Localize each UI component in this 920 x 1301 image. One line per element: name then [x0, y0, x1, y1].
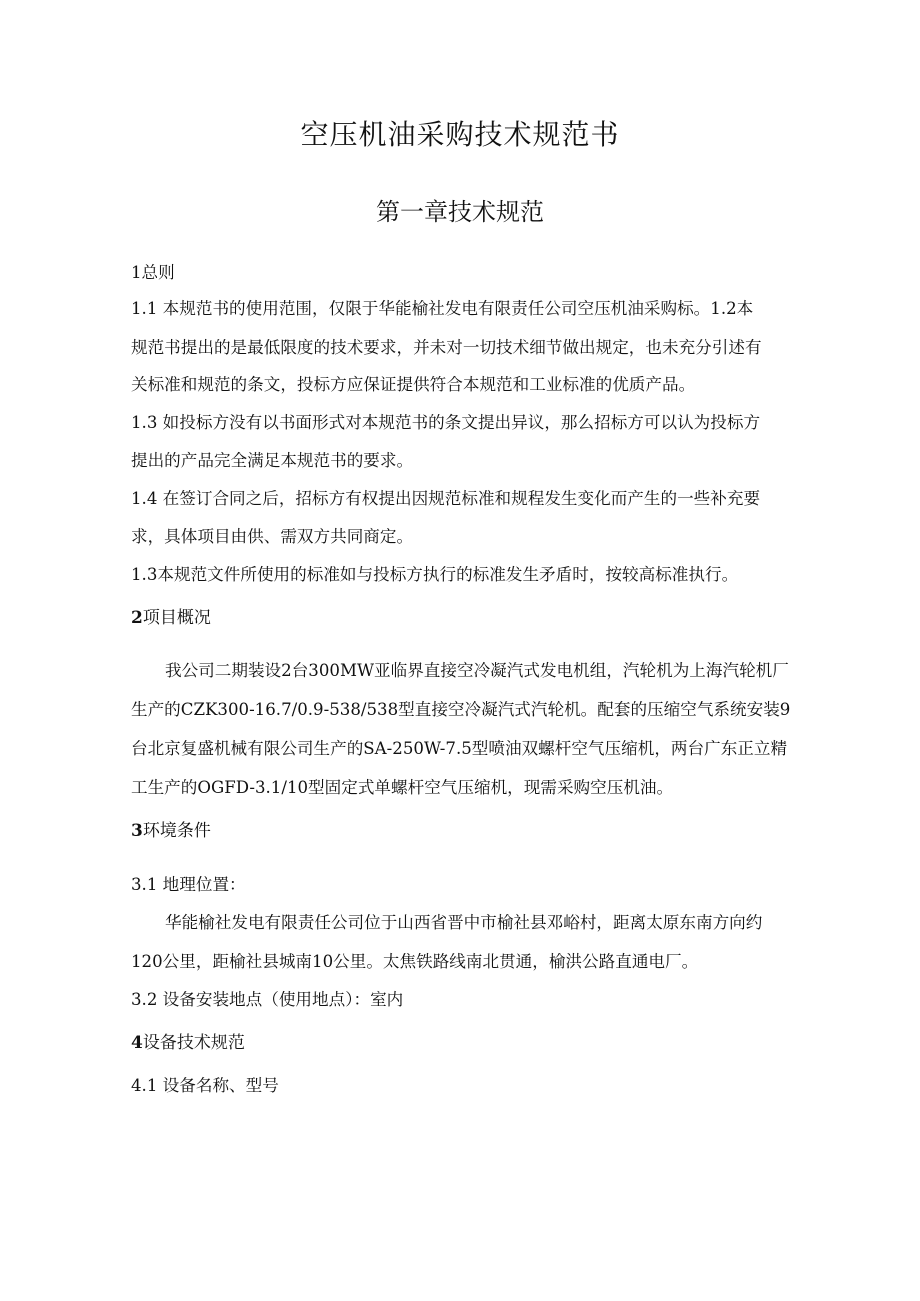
- section-title: 环境条件: [142, 821, 211, 841]
- paragraph-line: 3.2 设备安装地点（使用地点）：室内: [131, 990, 404, 1009]
- section-title: 项目概况: [142, 608, 211, 628]
- paragraph-line: 1.3本规范文件所使用的标准如与投标方执行的标准发生矛盾时，按较高标准执行。: [131, 565, 739, 584]
- document-title: 空压机油采购技术规范书: [300, 118, 620, 151]
- paragraph-line: 规范书提出的是最低限度的技术要求，并未对一切技术细节做出规定，也未充分引述有: [131, 338, 762, 357]
- section-heading-equipment: [131, 1030, 245, 1055]
- paragraph-line: 华能榆社发电有限责任公司位于山西省晋中市榆社县邓峪村，距离太原东南方向约: [165, 913, 763, 932]
- section-number: 4: [131, 1033, 143, 1053]
- paragraph-line: 关标准和规范的条文，投标方应保证提供符合本规范和工业标准的优质产品。: [131, 375, 696, 394]
- paragraph-line: 3.1 地理位置：: [131, 875, 246, 894]
- paragraph-line: 1.1 本规范书的使用范围，仅限于华能榆社发电有限责任公司空压机油采购标。1.2本: [131, 299, 754, 318]
- paragraph-line: 4.1 设备名称、型号: [131, 1076, 279, 1095]
- section-heading-project: [131, 605, 211, 630]
- paragraph-line: 120公里，距榆社县城南10公里。太焦铁路线南北贯通，榆洪公路直通电厂。: [131, 952, 699, 971]
- paragraph-line: 求，具体项目由供、需双方共同商定。: [131, 527, 414, 546]
- paragraph-line: 提出的产品完全满足本规范书的要求。: [131, 451, 414, 470]
- paragraph-line: 1.3 如投标方没有以书面形式对本规范书的条文提出异议，那么招标方可以认为投标方: [131, 413, 761, 432]
- chapter-heading: 第一章技术规范: [376, 198, 544, 226]
- paragraph-line: 1.4 在签订合同之后，招标方有权提出因规范标准和规程发生变化而产生的一些补充要: [131, 489, 761, 508]
- section-number: 3: [131, 821, 143, 841]
- paragraph-line: 台北京复盛机械有限公司生产的SA-250W-7.5型喷油双螺杆空气压缩机，两台广东正立精: [131, 739, 788, 758]
- paragraph-line: 我公司二期装设2台300MW亚临界直接空冷凝汽式发电机组，汽轮机为上海汽轮机厂: [165, 661, 789, 680]
- section-heading-general: 1总则: [131, 263, 175, 282]
- section-title: 设备技术规范: [142, 1033, 245, 1053]
- section-heading-environment: [131, 818, 211, 843]
- paragraph-line: 生产的CZK300-16.7/0.9-538/538型直接空冷凝汽式汽轮机。配套的压缩空气系统安装9: [131, 700, 791, 719]
- section-number: 2: [131, 608, 143, 628]
- paragraph-line: 工生产的OGFD-3.1/10型固定式单螺杆空气压缩机，现需采购空压机油。: [131, 778, 674, 797]
